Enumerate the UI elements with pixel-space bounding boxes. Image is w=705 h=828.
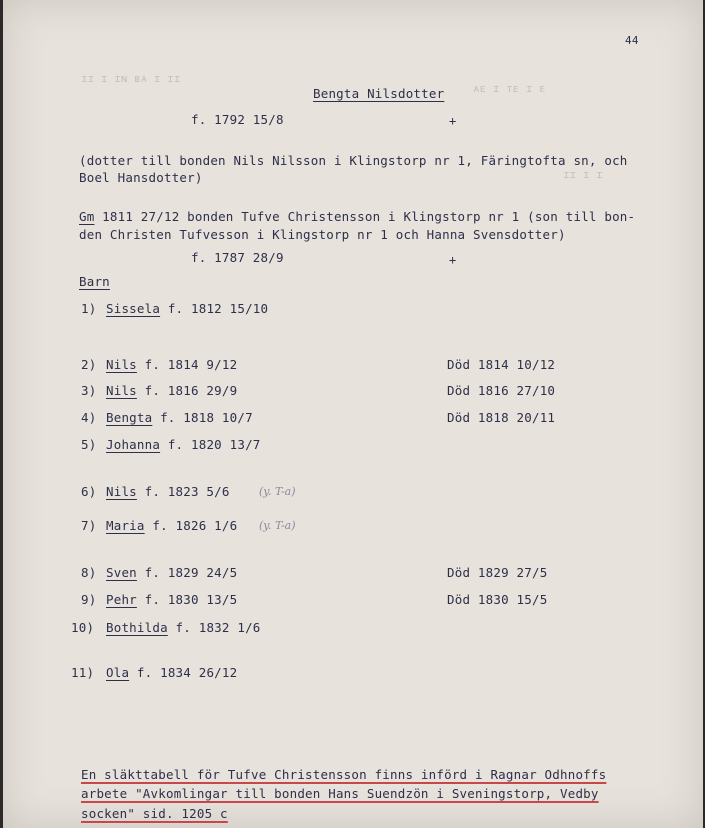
child-pencil-note: (y. T-a) — [259, 519, 296, 532]
child-number: 6) — [81, 484, 97, 499]
child-died: Död 1818 20/11 — [447, 410, 556, 425]
child-born: f. 1816 29/9 — [136, 383, 238, 398]
spouse-death-mark: + — [449, 253, 457, 267]
child-name: Ola — [106, 665, 130, 680]
child-entry — [106, 518, 237, 533]
child-born: f. 1823 5/6 — [136, 484, 230, 499]
child-name: Nils — [106, 383, 137, 398]
parents-line-1: (dotter till bonden Nils Nilsson i Klingstorp nr 1, Färingtofta sn, och — [79, 153, 628, 168]
child-entry — [106, 410, 253, 425]
child-number: 4) — [81, 410, 97, 425]
child-name: Bengta — [106, 410, 153, 425]
child-born: f. 1812 15/10 — [160, 301, 269, 316]
person-name: Bengta Nilsdotter — [313, 86, 445, 101]
child-number: 9) — [81, 592, 97, 607]
child-entry — [106, 383, 237, 398]
child-name: Bothilda — [106, 620, 168, 635]
child-number: 10) — [71, 620, 95, 635]
parents-line-2: Boel Hansdotter) — [79, 170, 203, 185]
child-entry — [106, 357, 237, 372]
child-number: 1) — [81, 301, 97, 316]
child-name: Nils — [106, 484, 137, 499]
child-born: f. 1834 26/12 — [129, 665, 238, 680]
spouse-born: f. 1787 28/9 — [191, 250, 284, 265]
child-born: f. 1820 13/7 — [160, 437, 261, 452]
child-entry — [106, 665, 237, 680]
bleed-through-text: ɪɪ ɪ ɪ — [563, 168, 603, 181]
child-entry — [106, 484, 230, 499]
children-heading: Barn — [79, 274, 110, 289]
marriage-line-2: den Christen Tufvesson i Klingstorp nr 1 och Hanna Svensdotter) — [79, 227, 566, 242]
child-pencil-note: (y. T-a) — [259, 485, 296, 498]
child-born: f. 1829 24/5 — [136, 565, 238, 580]
child-name: Nils — [106, 357, 137, 372]
death-mark: + — [449, 114, 457, 128]
child-born: f. 1826 1/6 — [144, 518, 238, 533]
marriage-line-1 — [79, 209, 635, 224]
child-entry — [106, 565, 237, 580]
child-number: 8) — [81, 565, 97, 580]
marriage-line-1-text: 1811 27/12 bonden Tufve Christensson i Klingstorp nr 1 (son till bon- — [94, 209, 636, 224]
child-number: 11) — [71, 665, 95, 680]
child-died: Död 1829 27/5 — [447, 565, 548, 580]
child-name: Johanna — [106, 437, 161, 452]
child-died: Död 1816 27/10 — [447, 383, 556, 398]
footnote-line-3: socken" sid. 1205 c — [81, 806, 228, 821]
page-number: 44 — [625, 34, 639, 47]
person-born: f. 1792 15/8 — [191, 112, 284, 127]
bleed-through-text: ɪɪ ɪ ɪɴ ʙᴀ ɪ ɪɪ — [81, 72, 181, 85]
child-number: 3) — [81, 383, 97, 398]
child-name: Sven — [106, 565, 137, 580]
child-born: f. 1832 1/6 — [167, 620, 261, 635]
child-number: 7) — [81, 518, 97, 533]
child-number: 5) — [81, 437, 97, 452]
marriage-abbrev: Gm — [79, 209, 95, 224]
document-page — [3, 0, 703, 828]
child-born: f. 1814 9/12 — [136, 357, 238, 372]
child-died: Död 1830 15/5 — [447, 592, 548, 607]
child-died: Död 1814 10/12 — [447, 357, 556, 372]
child-entry — [106, 620, 261, 635]
child-born: f. 1818 10/7 — [152, 410, 253, 425]
child-entry — [106, 301, 268, 316]
footnote-line-1: En släkttabell för Tufve Christensson finns införd i Ragnar Odhnoffs — [81, 767, 607, 782]
child-entry — [106, 437, 261, 452]
child-name: Pehr — [106, 592, 137, 607]
child-born: f. 1830 13/5 — [136, 592, 238, 607]
child-entry — [106, 592, 237, 607]
child-number: 2) — [81, 357, 97, 372]
footnote-line-2: arbete "Avkomlingar till bonden Hans Suendzön i Sveningstorp, Vedby — [81, 786, 599, 801]
bleed-through-text: ᴀᴇ ɪ ᴛᴇ ɪ ᴇ — [473, 82, 546, 95]
child-name: Sissela — [106, 301, 161, 316]
child-name: Maria — [106, 518, 145, 533]
